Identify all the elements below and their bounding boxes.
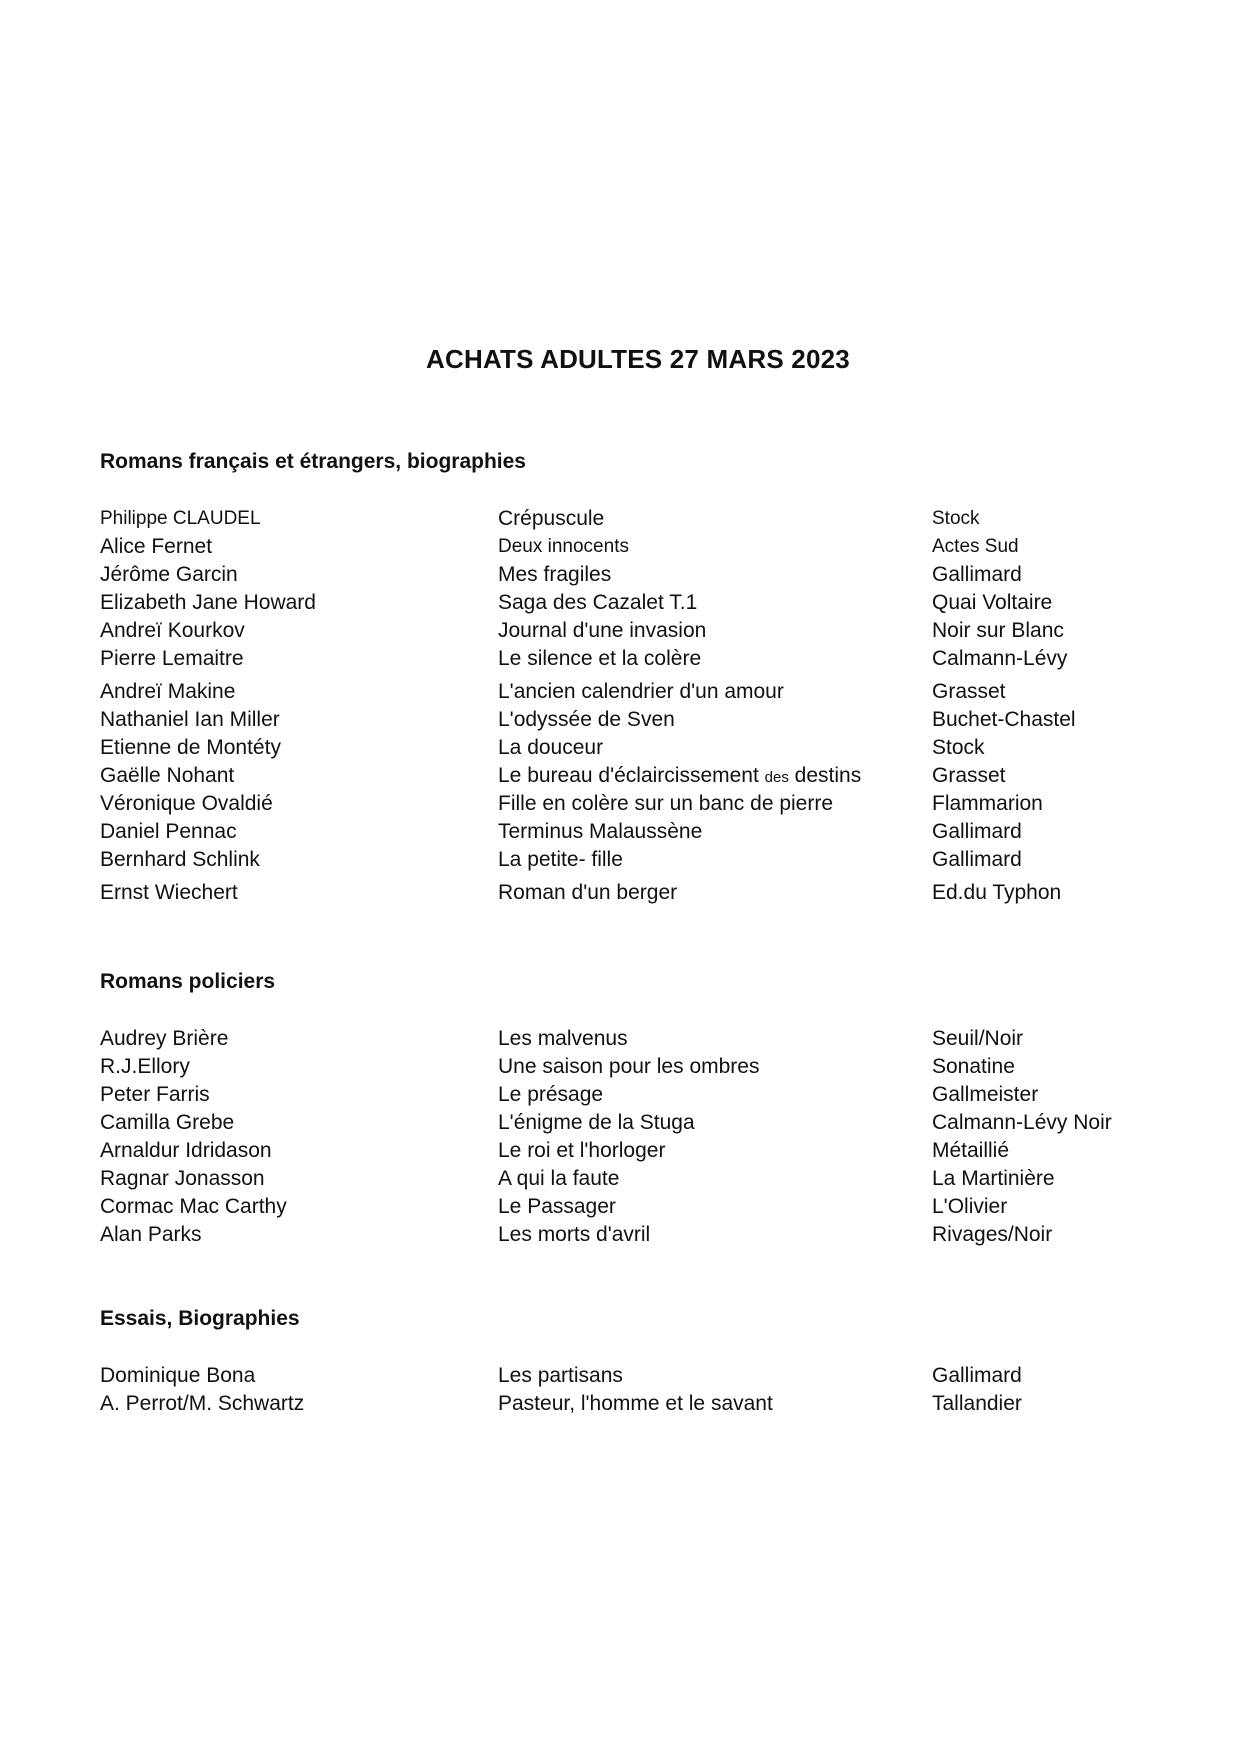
book-author: Andreï Kourkov xyxy=(100,619,245,642)
book-publisher: Quai Voltaire xyxy=(932,591,1053,614)
book-title: Mes fragiles xyxy=(498,563,612,586)
book-author: R.J.Ellory xyxy=(100,1055,190,1078)
book-title: L'ancien calendrier d'un amour xyxy=(498,680,784,703)
book-author: Dominique Bona xyxy=(100,1364,256,1387)
book-author: Arnaldur Idridason xyxy=(100,1139,272,1162)
book-author: Pierre Lemaitre xyxy=(100,647,244,670)
book-publisher: Noir sur Blanc xyxy=(932,619,1064,642)
book-publisher: Tallandier xyxy=(932,1392,1022,1415)
book-title: L'odyssée de Sven xyxy=(498,708,675,731)
book-title: L'énigme de la Stuga xyxy=(498,1111,695,1134)
book-title: Crépuscule xyxy=(498,507,605,530)
book-publisher: Métaillié xyxy=(932,1139,1010,1162)
book-author: A. Perrot/M. Schwartz xyxy=(100,1392,305,1415)
section-romans xyxy=(100,448,1160,907)
book-publisher: Actes Sud xyxy=(932,536,1019,557)
section-heading: Essais, Biographies xyxy=(100,1307,300,1330)
section-policiers xyxy=(100,968,1160,1249)
book-publisher: La Martinière xyxy=(932,1167,1055,1190)
book-publisher: Ed.du Typhon xyxy=(932,881,1062,904)
list-item xyxy=(100,533,1160,561)
book-author: Audrey Brière xyxy=(100,1027,229,1050)
book-author: Alan Parks xyxy=(100,1223,202,1246)
list-item xyxy=(100,1137,1160,1165)
book-title: A qui la faute xyxy=(498,1167,620,1190)
book-publisher: Gallimard xyxy=(932,1364,1022,1387)
list-item xyxy=(100,1109,1160,1137)
book-title: Les partisans xyxy=(498,1364,623,1387)
book-publisher: Flammarion xyxy=(932,792,1043,815)
book-title-part-small: des xyxy=(764,769,789,786)
book-title: Saga des Cazalet T.1 xyxy=(498,591,698,614)
book-title: Terminus Malaussène xyxy=(498,820,703,843)
book-title-part: destins xyxy=(788,764,862,787)
book-title: Le silence et la colère xyxy=(498,647,702,670)
list-item xyxy=(100,762,1160,790)
book-title: Les morts d'avril xyxy=(498,1223,651,1246)
book-publisher: L'Olivier xyxy=(932,1195,1008,1218)
book-list xyxy=(100,505,1160,907)
book-author: Andreï Makine xyxy=(100,680,236,703)
book-author: Alice Fernet xyxy=(100,535,213,558)
list-item xyxy=(100,874,1160,907)
book-publisher: Sonatine xyxy=(932,1055,1015,1078)
list-item xyxy=(100,1362,1160,1390)
book-title: Les malvenus xyxy=(498,1027,628,1050)
book-title: Le roi et l'horloger xyxy=(498,1139,666,1162)
book-author: Peter Farris xyxy=(100,1083,210,1106)
book-author: Nathaniel Ian Miller xyxy=(100,708,280,731)
book-publisher: Gallimard xyxy=(932,820,1022,843)
book-author: Gaëlle Nohant xyxy=(100,764,235,787)
book-title: Journal d'une invasion xyxy=(498,619,707,642)
book-author: Philippe CLAUDEL xyxy=(100,508,261,529)
book-author: Cormac Mac Carthy xyxy=(100,1195,287,1218)
book-publisher: Gallimard xyxy=(932,848,1022,871)
book-author: Ragnar Jonasson xyxy=(100,1167,265,1190)
book-author: Bernhard Schlink xyxy=(100,848,260,871)
list-item xyxy=(100,589,1160,617)
book-publisher: Rivages/Noir xyxy=(932,1223,1053,1246)
book-publisher: Stock xyxy=(932,736,985,759)
section-heading: Romans policiers xyxy=(100,970,276,993)
book-author: Etienne de Montéty xyxy=(100,736,281,759)
book-title: Le Passager xyxy=(498,1195,616,1218)
book-publisher: Buchet-Chastel xyxy=(932,708,1076,731)
list-item xyxy=(100,561,1160,589)
book-title xyxy=(498,762,861,792)
book-publisher: Calmann-Lévy xyxy=(932,647,1068,670)
list-item xyxy=(100,1165,1160,1193)
book-publisher: Gallimard xyxy=(932,563,1022,586)
book-title: La petite- fille xyxy=(498,848,623,871)
list-item xyxy=(100,505,1160,533)
list-item xyxy=(100,734,1160,762)
book-author: Ernst Wiechert xyxy=(100,881,238,904)
book-title: La douceur xyxy=(498,736,604,759)
list-item xyxy=(100,617,1160,645)
book-list xyxy=(100,1362,1160,1418)
list-item xyxy=(100,1081,1160,1109)
book-publisher: Gallmeister xyxy=(932,1083,1039,1106)
book-publisher: Seuil/Noir xyxy=(932,1027,1024,1050)
document-title: ACHATS ADULTES 27 MARS 2023 xyxy=(426,344,850,374)
list-item xyxy=(100,1221,1160,1249)
book-title: Fille en colère sur un banc de pierre xyxy=(498,792,834,815)
list-item xyxy=(100,645,1160,673)
book-publisher: Grasset xyxy=(932,764,1006,787)
list-item xyxy=(100,673,1160,706)
book-publisher: Stock xyxy=(932,508,980,529)
section-heading: Romans français et étrangers, biographies xyxy=(100,450,526,473)
list-item xyxy=(100,1193,1160,1221)
book-title: Une saison pour les ombres xyxy=(498,1055,760,1078)
book-title-part: Le bureau d'éclaircissement xyxy=(498,764,765,787)
list-item xyxy=(100,1025,1160,1053)
book-title: Le présage xyxy=(498,1083,604,1106)
book-author: Véronique Ovaldié xyxy=(100,792,273,815)
section-essais xyxy=(100,1305,1160,1418)
book-author: Daniel Pennac xyxy=(100,820,237,843)
list-item xyxy=(100,1390,1160,1418)
book-list xyxy=(100,1025,1160,1249)
book-publisher: Grasset xyxy=(932,680,1006,703)
book-author: Jérôme Garcin xyxy=(100,563,238,586)
list-item xyxy=(100,706,1160,734)
list-item xyxy=(100,790,1160,818)
book-title: Pasteur, l'homme et le savant xyxy=(498,1392,773,1415)
book-title: Deux innocents xyxy=(498,536,629,557)
book-author: Elizabeth Jane Howard xyxy=(100,591,316,614)
list-item xyxy=(100,818,1160,846)
list-item xyxy=(100,846,1160,874)
book-title: Roman d'un berger xyxy=(498,881,678,904)
list-item xyxy=(100,1053,1160,1081)
book-author: Camilla Grebe xyxy=(100,1111,235,1134)
book-publisher: Calmann-Lévy Noir xyxy=(932,1111,1112,1134)
